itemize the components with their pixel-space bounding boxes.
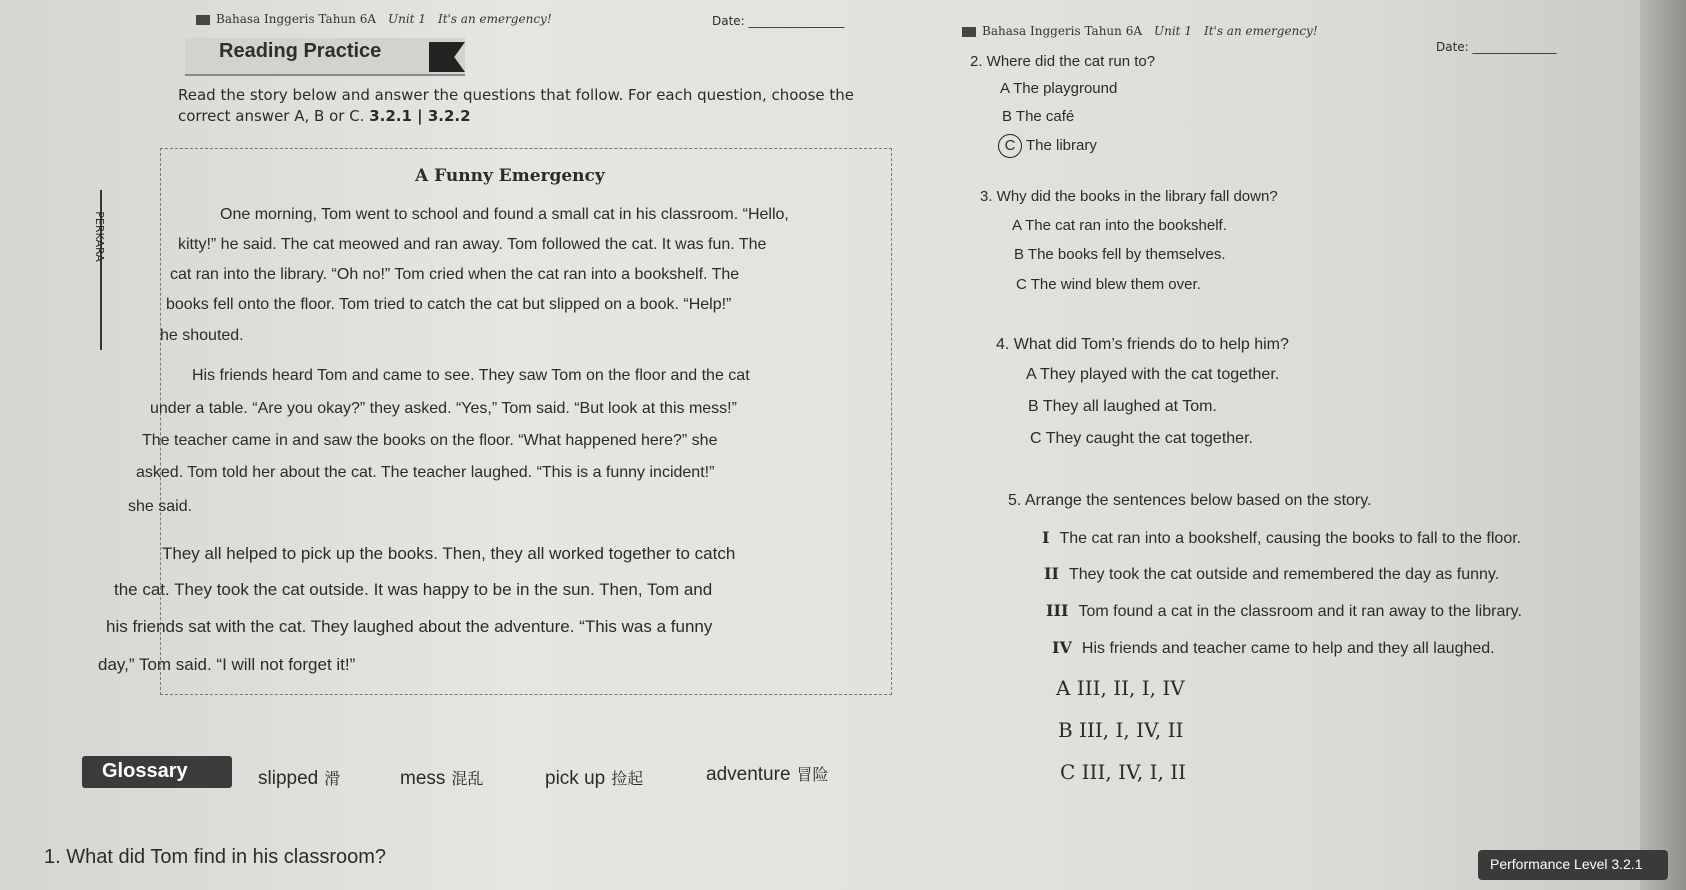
story-line: His friends heard Tom and came to see. They saw Tom on the floor and the cat bbox=[192, 367, 750, 384]
option: A The playground bbox=[1000, 80, 1118, 97]
option: B The books fell by themselves. bbox=[1014, 246, 1226, 263]
question-1: 1. What did Tom find in his classroom? bbox=[44, 846, 387, 868]
answer-option: B III, I, IV, II bbox=[1058, 718, 1184, 742]
glossary-badge bbox=[82, 756, 232, 788]
option: C They caught the cat together. bbox=[1030, 430, 1253, 447]
statement: I The cat ran into a bookshelf, causing the books to fall to the floor. bbox=[1042, 528, 1522, 547]
option: C The wind blew them over. bbox=[1016, 276, 1201, 293]
story-line: under a table. “Are you okay?” they asked. “Yes,” Tom said. “But look at this mess!” bbox=[150, 400, 737, 417]
left-date: Date: ________________ bbox=[712, 14, 845, 28]
glossary-item: pick up 捡起 bbox=[545, 768, 644, 789]
answer-option: A III, II, I, IV bbox=[1056, 676, 1185, 700]
date-label: Date: bbox=[712, 14, 745, 28]
story-line: cat ran into the library. “Oh no!” Tom cried when the cat ran into a bookshelf. The bbox=[170, 266, 740, 283]
statement: IV His friends and teacher came to help and they all laughed. bbox=[1052, 638, 1495, 657]
unit-label: Unit 1 bbox=[1154, 24, 1192, 38]
question-5: 5. Arrange the sentences below based on the story. bbox=[1008, 492, 1372, 509]
story-line: The teacher came in and saw the books on the floor. “What happened here?” she bbox=[142, 432, 718, 449]
side-tab bbox=[84, 190, 106, 350]
story-title: A Funny Emergency bbox=[415, 166, 605, 186]
story-line: They all helped to pick up the books. Then, they all worked together to catch bbox=[162, 544, 736, 563]
statement: II They took the cat outside and remembered the day as funny. bbox=[1044, 564, 1500, 583]
option-circled: C The library bbox=[998, 134, 1097, 158]
book-title: Bahasa Inggeris Tahun 6A bbox=[982, 24, 1142, 38]
option: B The café bbox=[1002, 108, 1075, 125]
glossary-item: mess 混乱 bbox=[400, 768, 484, 789]
section-banner bbox=[185, 38, 465, 76]
story-line: his friends sat with the cat. They laughed about the adventure. “This was a funny bbox=[106, 617, 713, 636]
story-line: he shouted. bbox=[160, 327, 244, 344]
left-header bbox=[196, 12, 552, 26]
question-4: 4. What did Tom’s friends do to help him? bbox=[996, 336, 1289, 353]
option: B They all laughed at Tom. bbox=[1028, 398, 1217, 415]
glossary-label: Glossary bbox=[102, 760, 188, 782]
statement: III Tom found a cat in the classroom and it ran away to the library. bbox=[1046, 601, 1522, 620]
section-title: Reading Practice bbox=[219, 40, 382, 62]
option: A The cat ran into the bookshelf. bbox=[1012, 217, 1227, 234]
date-label: Date: bbox=[1436, 40, 1469, 54]
instructions bbox=[178, 85, 898, 127]
question-3: 3. Why did the books in the library fall down? bbox=[980, 188, 1278, 205]
book-icon bbox=[196, 15, 210, 25]
unit-title: It's an emergency! bbox=[1203, 24, 1318, 38]
story-line: she said. bbox=[128, 498, 193, 515]
book-icon bbox=[962, 27, 976, 37]
glossary-item: slipped 滑 bbox=[258, 768, 341, 789]
unit-title: It's an emergency! bbox=[437, 12, 552, 26]
story-line: day,” Tom said. “I will not forget it!” bbox=[98, 655, 356, 674]
story-line: One morning, Tom went to school and found a small cat in his classroom. “Hello, bbox=[220, 206, 789, 223]
story-line: asked. Tom told her about the cat. The teacher laughed. “This is a funny incident!” bbox=[136, 464, 715, 481]
story-line: kitty!” he said. The cat meowed and ran away. Tom followed the cat. It was fun. The bbox=[178, 236, 767, 253]
side-label: PERKARA bbox=[92, 211, 106, 262]
instructions-text: Read the story below and answer the questions that follow. For each question, choose the correct answer A, B or C. bbox=[178, 86, 855, 125]
story-box bbox=[160, 148, 892, 695]
story-line: the cat. They took the cat outside. It was happy to be in the sun. Then, Tom and bbox=[114, 580, 713, 599]
question-2: 2. Where did the cat run to? bbox=[970, 53, 1156, 70]
right-header bbox=[962, 24, 1318, 38]
book-title: Bahasa Inggeris Tahun 6A bbox=[216, 12, 376, 26]
answer-option: C III, IV, I, II bbox=[1060, 760, 1187, 784]
answer-circle: C bbox=[998, 134, 1022, 158]
page-edge-shadow bbox=[1640, 0, 1686, 890]
standard-codes: 3.2.1 | 3.2.2 bbox=[369, 107, 471, 125]
right-date: Date: ______________ bbox=[1436, 40, 1557, 54]
story-line: books fell onto the floor. Tom tried to catch the cat but slipped on a book. “Help!” bbox=[166, 296, 732, 313]
option: A They played with the cat together. bbox=[1026, 366, 1280, 383]
performance-label: Performance Level 3.2.1 bbox=[1490, 856, 1643, 872]
unit-label: Unit 1 bbox=[388, 12, 426, 26]
glossary-item: adventure 冒险 bbox=[706, 764, 829, 785]
performance-level-badge bbox=[1478, 850, 1668, 880]
flag-icon bbox=[429, 42, 465, 72]
